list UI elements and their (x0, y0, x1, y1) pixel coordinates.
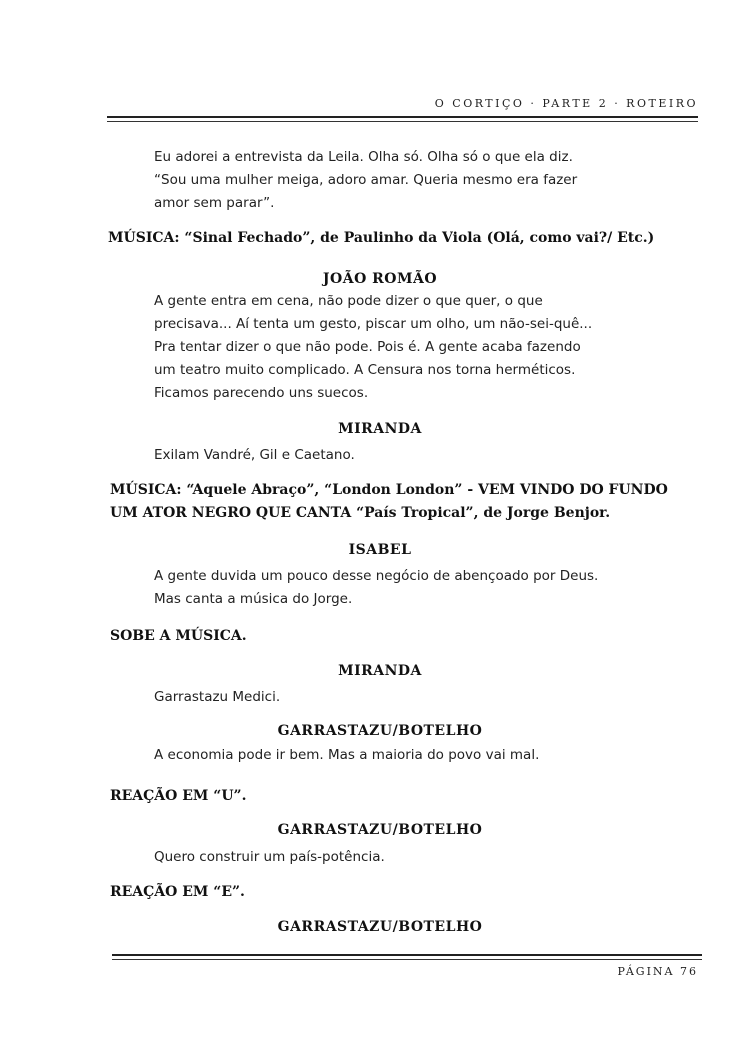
speaker-miranda: MIRANDA (338, 421, 422, 437)
footer-rule-thin (112, 959, 702, 960)
speaker-isabel: ISABEL (348, 542, 412, 558)
cue-sobe-a-musica: SOBE A MÚSICA. (110, 628, 247, 644)
speaker-miranda-2: MIRANDA (338, 663, 422, 679)
cue-reacao-e: REAÇÃO EM “E”. (110, 884, 245, 900)
paragraph-leila: Eu adorei a entrevista da Leila. Olha só. Olha só o que ela diz. “Sou uma mulher meiga, adoro amar. Queria mesmo era fazer amor sem parar”. (154, 149, 578, 211)
paragraph-economia: A economia pode ir bem. Mas a maioria do povo vai mal. (154, 747, 540, 763)
paragraph-pais-potencia: Quero construir um país-potência. (154, 849, 385, 865)
paragraph-isabel: A gente duvida um pouco desse negócio de abençoado por Deus. Mas canta a música do Jorge. (154, 568, 599, 607)
page-number: PÁGINA 76 (617, 965, 698, 978)
footer-rule (112, 954, 702, 956)
music-cue-sinal-fechado: MÚSICA: “Sinal Fechado”, de Paulinho da Viola (Olá, como vai?/ Etc.) (108, 230, 655, 246)
header-rule-thin (107, 121, 698, 122)
speaker-garrastazu-botelho-2: GARRASTAZU/BOTELHO (277, 822, 483, 838)
cue-reacao-u: REAÇÃO EM “U”. (110, 788, 247, 804)
running-header: O CORTIÇO · PARTE 2 · ROTEIRO (434, 97, 698, 110)
header-rule (107, 116, 698, 118)
speaker-garrastazu-botelho: GARRASTAZU/BOTELHO (277, 723, 483, 739)
speaker-joao-romao: JOÃO ROMÃO (322, 271, 438, 287)
music-cue-aquele-abraco: MÚSICA: “Aquele Abraço”, “London London” - VEM VINDO DO FUNDO UM ATOR NEGRO QUE CANTA “País Tropical”, de Jorge Benjor. (110, 482, 668, 521)
speaker-garrastazu-botelho-3: GARRASTAZU/BOTELHO (277, 919, 483, 935)
paragraph-garrastazu-medici: Garrastazu Medici. (154, 689, 281, 705)
paragraph-exilam: Exilam Vandré, Gil e Caetano. (154, 447, 355, 463)
paragraph-joao-romao: A gente entra em cena, não pode dizer o que quer, o que precisava... Aí tenta um gesto, piscar um olho, um não-sei-quê... Pra tentar dizer o que não pode. Pois é. A gente acaba fazendo um teatro muito complicado. A Censura nos torna herméticos. Ficamos parecendo uns suecos. (154, 293, 593, 401)
